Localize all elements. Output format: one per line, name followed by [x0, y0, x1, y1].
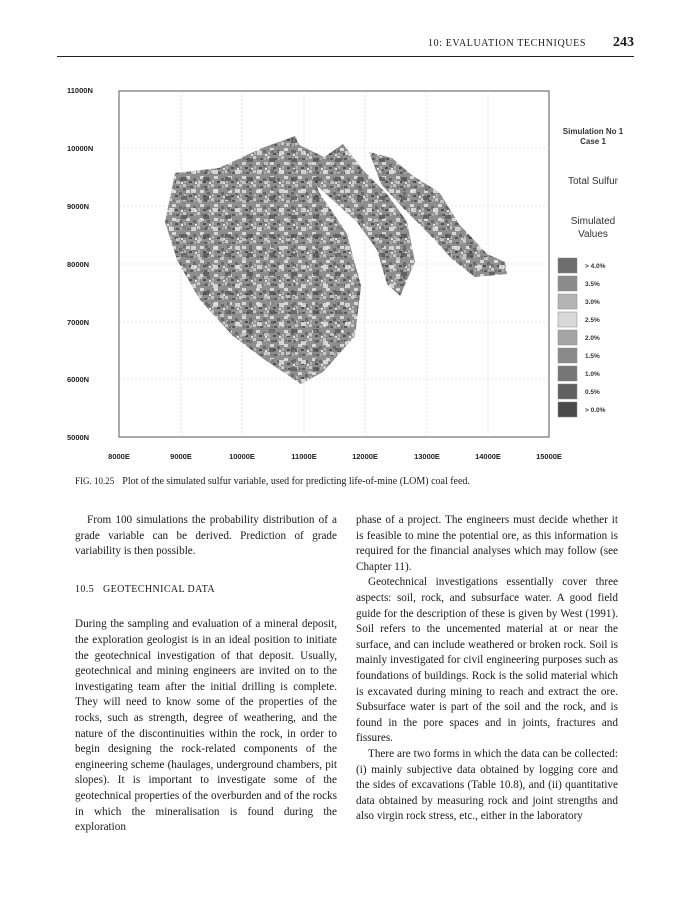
figure-label: FIG. 10.25: [75, 476, 115, 486]
paragraph-three-aspects: Geotechnical investigations essentially cover three aspects: soil, rock, and subsurface water. A good field guide for the description of these is given by West (1991). Soil refers to the uncemented material at or near the surface, and can include weathered or broken rock. Soil is mainly investigated for civil engineering purposes such as foundations of buildings. Rock is the solid material which is excavated during mining to reach and extract the ore. Subsurface water is part of the soil and the rock, and is found in the pore spaces and in joints, fractures and fissures.: [356, 576, 618, 745]
legend-label-3: 2.5%: [585, 317, 600, 324]
figure-caption: [75, 476, 635, 487]
section-title: GEOTECHNICAL DATA: [103, 583, 216, 595]
northing-label-11000N: 11000N: [67, 86, 93, 95]
figure-sulfur-map: [57, 72, 647, 472]
section-heading: [75, 582, 337, 598]
easting-label-9000E: 9000E: [170, 452, 192, 461]
paragraph-data-forms: There are two forms in which the data can be collected: (i) mainly subjective data obtained by logging core and the sides of excavations (Table 10.8), and (ii) quantitative data obtained by measuring rock and joint strengths and also virgin rock stress, etc., either in the laboratory: [356, 747, 618, 823]
section-number: 10.5: [75, 583, 95, 595]
northing-label-6000N: 6000N: [67, 375, 90, 384]
northing-label-5000N: 5000N: [67, 433, 90, 442]
legend-swatch-4: [558, 330, 577, 345]
legend-swatch-5: [558, 348, 577, 363]
legend-swatch-8: [558, 402, 577, 417]
easting-label-11000E: 11000E: [291, 452, 317, 461]
legend-label-0: > 4.0%: [585, 263, 606, 270]
legend-variable: Total Sulfur: [567, 176, 619, 187]
northing-label-8000N: 8000N: [67, 260, 90, 269]
legend-swatches: [558, 258, 577, 417]
northing-label-10000N: 10000N: [67, 144, 94, 153]
left-column: [75, 513, 337, 836]
easting-label-12000E: 12000E: [352, 452, 378, 461]
legend-label-8: > 0.0%: [585, 407, 606, 414]
legend-label-1: 3.5%: [585, 281, 600, 288]
legend-swatch-7: [558, 384, 577, 399]
running-head: [57, 36, 634, 57]
legend-label-5: 1.5%: [585, 353, 600, 360]
paragraph-project-phase: phase of a project. The engineers must decide whether it is feasible to mine the potential ore, as this information is required for the financial analyses which may follow (see Chapter 11).: [356, 514, 618, 573]
easting-label-8000E: 8000E: [108, 452, 130, 461]
easting-labels: [108, 452, 562, 461]
legend-labels: [585, 263, 606, 414]
legend-subtitle-line2: Values: [578, 229, 608, 240]
legend-swatch-6: [558, 366, 577, 381]
legend-swatch-0: [558, 258, 577, 273]
northing-label-9000N: 9000N: [67, 202, 90, 211]
legend-title-line1: Simulation No 1: [562, 127, 624, 136]
paragraph-geotechnical-intro: During the sampling and evaluation of a mineral deposit, the exploration geologist is in an ideal position to initiate the geotechnical investigation of that deposit. Usually, geotechnical and mining engineers are invited on to the investigating team after the initial drilling is complete. They will need to know some of the properties of the rocks, such as strength, degree of weathering, and the nature of the discontinuities within the rock, in order to begin designing the rock-related components of the engineering scheme (haulages, underground chambers, pit slopes). It is important to investigate some of the geotechnical properties of the overburden and of the rocks in which the mineralisation is found during the exploration: [75, 618, 337, 834]
easting-label-10000E: 10000E: [229, 452, 255, 461]
easting-label-15000E: 15000E: [536, 452, 562, 461]
legend-label-7: 0.5%: [585, 389, 600, 396]
legend-subtitle-line1: Simulated: [570, 216, 616, 227]
legend-swatch-2: [558, 294, 577, 309]
legend-swatch-1: [558, 276, 577, 291]
legend: [563, 127, 624, 240]
easting-label-13000E: 13000E: [414, 452, 440, 461]
legend-swatch-3: [558, 312, 577, 327]
legend-label-2: 3.0%: [585, 299, 600, 306]
right-column: [356, 513, 618, 825]
figure-svg: [57, 72, 647, 472]
legend-title-line2: Case 1: [580, 137, 606, 146]
legend-label-6: 1.0%: [585, 371, 600, 378]
page-number: 243: [613, 35, 634, 50]
caption-text: Plot of the simulated sulfur variable, used for predicting life-of-mine (LOM) coal feed.: [122, 476, 470, 487]
paragraph-simulations: From 100 simulations the probability distribution of a grade variable can be derived. Prediction of grade variability is then possible.: [75, 514, 337, 558]
northing-label-7000N: 7000N: [67, 318, 90, 327]
legend-label-4: 2.0%: [585, 335, 600, 342]
northing-labels: [67, 86, 93, 442]
chapter-title: 10: EVALUATION TECHNIQUES: [428, 38, 586, 49]
easting-label-14000E: 14000E: [475, 452, 501, 461]
